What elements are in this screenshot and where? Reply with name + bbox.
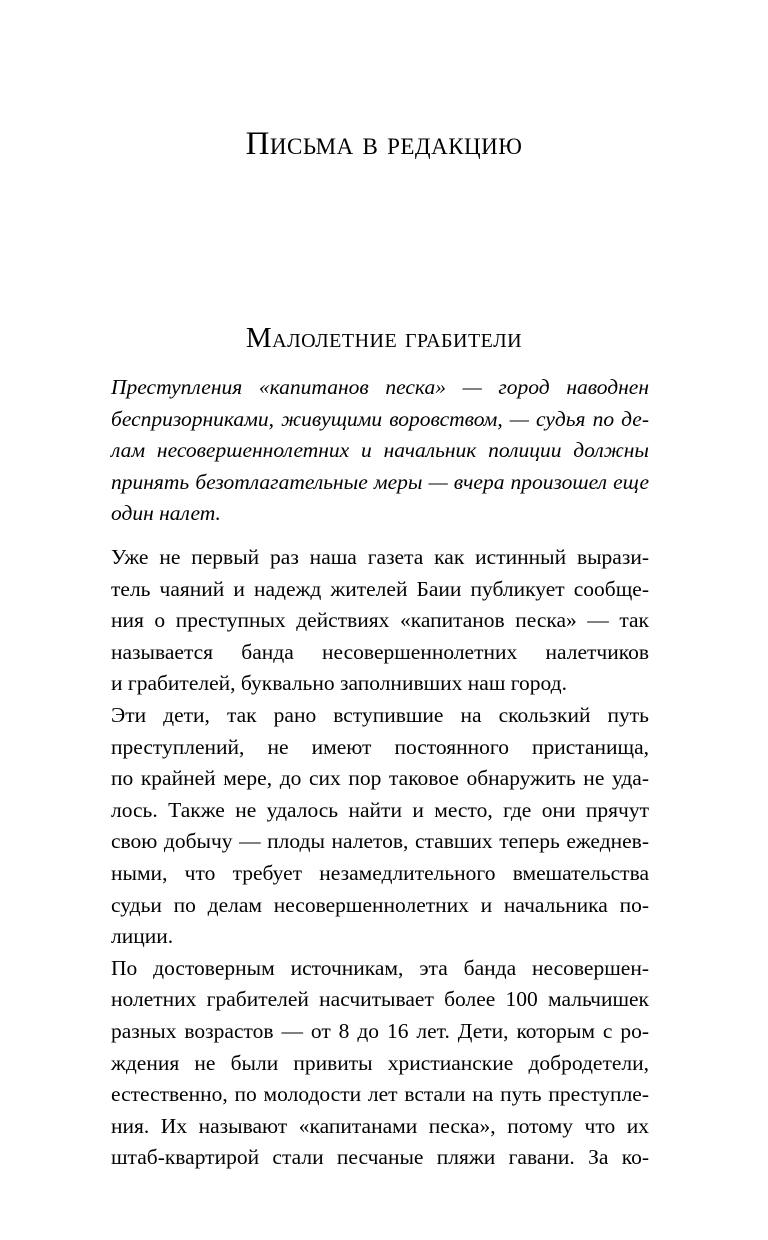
body-line: разных возрастов — от 8 до 16 лет. Дети, которым с ро- — [111, 1018, 649, 1043]
body-line: судьи по делам несовершеннолетних и начальника по- — [111, 892, 649, 917]
body-line: естественно, по молодости лет встали на путь преступле- — [111, 1082, 649, 1107]
body-line: лиции. — [111, 924, 174, 949]
lead-line: принять безотлагательные меры — вчера произошел еще — [111, 469, 649, 494]
body-line: преступлений, не имеют постоянного пристанища, — [111, 734, 649, 759]
body-line: тель чаяний и надежд жителей Баии публикует сообще- — [111, 576, 649, 601]
article-body — [111, 542, 649, 1174]
body-line: Уже не первый раз наша газета как истинный вырази- — [111, 545, 649, 569]
paragraph — [111, 953, 649, 1174]
body-line: ждения не были привиты христианские добродетели, — [111, 1050, 649, 1075]
body-line: ния о преступных действиях «капитанов песка» — так — [111, 608, 649, 633]
paragraph — [111, 542, 649, 700]
body-line: и грабителей, буквально заполнивших наш город. — [111, 671, 567, 696]
body-line: лось. Также не удалось найти и место, где они прячут — [111, 797, 649, 822]
lead-line: один налет. — [111, 501, 221, 526]
body-line: нолетних грабителей насчитывает более 100 мальчишек — [111, 987, 649, 1012]
body-line: называется банда несовершеннолетних налетчиков — [111, 639, 649, 664]
body-line: по крайней мере, до сих пор таковое обнаружить не уда- — [111, 766, 649, 791]
paragraph — [111, 700, 649, 953]
article-title: Малолетние грабители — [245, 322, 523, 354]
body-line: ния. Их называют «капитанами песка», потому что их — [111, 1113, 649, 1138]
body-line: Эти дети, так рано вступившие на скользкий путь — [111, 702, 649, 727]
body-line: штаб-квартирой стали песчаные пляжи гавани. За ко- — [111, 1145, 649, 1170]
lead-line: беспризорниками, живущими воровством, — судья по де- — [111, 406, 649, 431]
lead-line: Преступления «капитанов песка» — город наводнен — [111, 375, 649, 399]
article-lead — [111, 372, 649, 530]
section-title: Письма в редакцию — [245, 126, 523, 162]
body-line: По достоверным источникам, эта банда несовершен- — [111, 955, 649, 980]
body-line: ными, что требует незамедлительного вмешательства — [111, 860, 649, 885]
lead-line: лам несовершеннолетних и начальник полиции должны — [111, 438, 649, 463]
body-line: свою добычу — плоды налетов, ставших теперь ежеднев- — [111, 829, 649, 854]
